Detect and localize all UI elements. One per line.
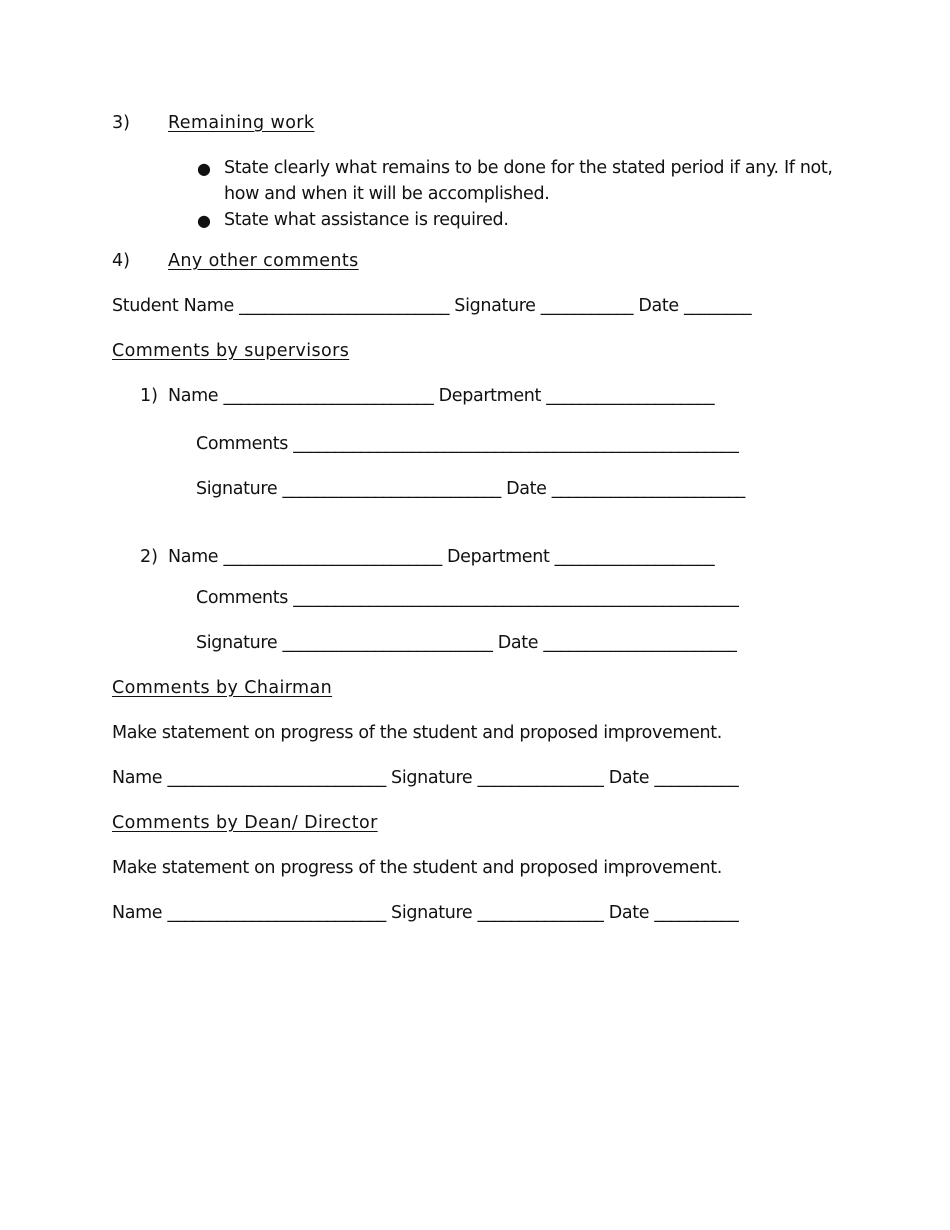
student-signoff-line: Student Name _________________________ Signature ___________ Date ________ <box>112 296 752 316</box>
supervisor-1-signature-line: Signature __________________________ Date _______________________ <box>196 479 745 499</box>
supervisor-2-signature-line: Signature _________________________ Date _______________________ <box>196 633 737 653</box>
supervisor-2-number: 2) <box>140 547 158 567</box>
bullet-dot: ● <box>197 159 211 178</box>
dean-statement: Make statement on progress of the student and proposed improvement. <box>112 858 722 878</box>
supervisors-heading: Comments by supervisors <box>112 341 350 361</box>
section-3-number: 3) <box>112 113 130 133</box>
remaining-work-bullet-2: State what assistance is required. <box>224 210 509 230</box>
section-4-number: 4) <box>112 251 130 271</box>
chairman-heading: Comments by Chairman <box>112 678 333 698</box>
dean-signoff-line: Name __________________________ Signature _______________ Date __________ <box>112 903 739 923</box>
supervisor-1-comments-line: Comments _____________________________________________________ <box>196 434 739 454</box>
supervisor-2-comments-line: Comments _____________________________________________________ <box>196 588 739 608</box>
supervisor-1-number: 1) <box>140 386 158 406</box>
supervisor-1-name-line: Name _________________________ Department ____________________ <box>168 386 715 406</box>
remaining-work-bullet-1: State clearly what remains to be done for the stated period if any. If not, how and when it will be accomplished. <box>224 158 833 204</box>
chairman-statement: Make statement on progress of the student and proposed improvement. <box>112 723 722 743</box>
section-3-title: Remaining work <box>168 113 315 133</box>
section-4-title: Any other comments <box>168 251 359 271</box>
chairman-signoff-line: Name __________________________ Signature _______________ Date __________ <box>112 768 739 788</box>
supervisor-2-name-line: Name __________________________ Department ___________________ <box>168 547 715 567</box>
bullet-dot: ● <box>197 211 211 230</box>
dean-heading: Comments by Dean/ Director <box>112 813 378 833</box>
